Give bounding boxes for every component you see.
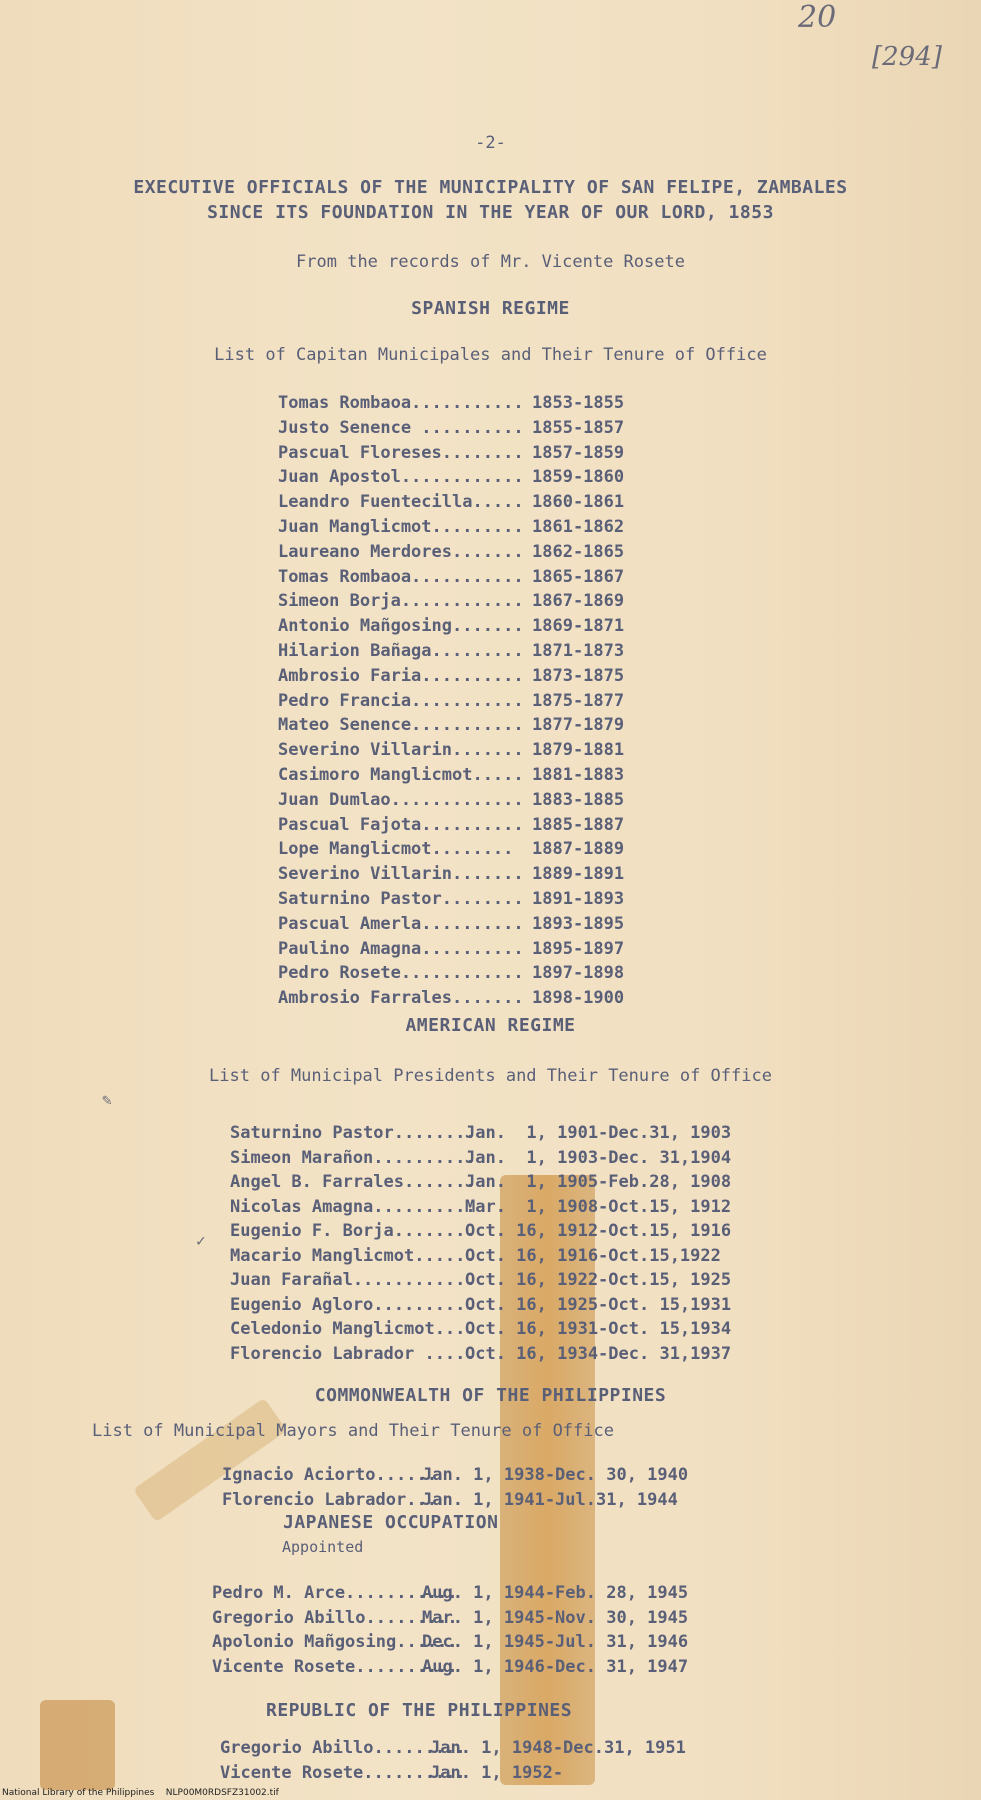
spanish-official-term: 1877-1879: [532, 715, 625, 736]
spanish-official-name: Leandro Fuentecilla.....: [278, 492, 524, 513]
document-title-line1: EXECUTIVE OFFICIALS OF THE MUNICIPALITY OF SAN FELIPE, ZAMBALES: [133, 177, 848, 198]
pencil-mark: ✎: [102, 1090, 112, 1109]
american-official-term: Oct. 16, 1931-Oct. 15,1934: [465, 1319, 732, 1339]
republic-official-name: Gregorio Abillo.........: [220, 1738, 466, 1758]
archive-footer: National Library of the Philippines NLP00M0RDSFZ31002.tif: [2, 1788, 279, 1798]
check-mark: ✓: [196, 1231, 206, 1250]
spanish-official-name: Lope Manglicmot........: [278, 839, 514, 860]
spanish-official-name: Tomas Rombaoa...........: [278, 393, 524, 413]
spanish-official-name: Casimoro Manglicmot.....: [278, 765, 524, 785]
source-note: From the records of Mr. Vicente Rosete: [296, 252, 685, 272]
spanish-official-term: 1898-1900: [532, 988, 625, 1009]
spanish-official-name: Pedro Rosete............: [278, 963, 524, 984]
spanish-official-name: Simeon Borja............: [278, 591, 524, 612]
american-official-name: Eugenio F. Borja........: [230, 1221, 476, 1241]
spanish-official-name: Mateo Senence...........: [278, 715, 524, 736]
republic-heading: REPUBLIC OF THE PHILIPPINES: [266, 1700, 573, 1721]
spanish-official-name: Ambrosio Faria..........: [278, 665, 524, 686]
republic-official-term: Jan. 1, 1948-Dec.31, 1951: [430, 1738, 686, 1758]
american-official-term: Jan. 1, 1901-Dec.31, 1903: [465, 1123, 732, 1143]
spanish-official-name: Pascual Floreses........: [278, 442, 524, 463]
japanese-official-name: Gregorio Abillo.........: [212, 1607, 458, 1628]
japanese-occupation-heading: JAPANESE OCCUPATION: [283, 1512, 499, 1533]
commonwealth-official-name: Ignacio Aciorto......: [222, 1465, 437, 1485]
spanish-official-name: Severino Villarin.......: [278, 740, 524, 761]
document-title-line2: SINCE ITS FOUNDATION IN THE YEAR OF OUR LORD, 1853: [207, 202, 774, 223]
american-official-name: Angel B. Farrales.......: [230, 1172, 476, 1192]
spanish-official-term: 1862-1865: [532, 541, 625, 562]
spanish-official-name: Saturnino Pastor........: [278, 889, 524, 909]
spanish-official-term: 1891-1893: [532, 889, 625, 909]
handwritten-bracket-number: [294]: [872, 42, 942, 72]
japanese-official-term: Aug. 1, 1944-Feb. 28, 1945: [422, 1583, 689, 1603]
american-official-name: Celedonio Manglicmot....: [230, 1319, 476, 1339]
commonwealth-official-term: Jan. 1, 1938-Dec. 30, 1940: [422, 1465, 689, 1485]
spanish-official-name: Justo Senence ..........: [278, 417, 524, 438]
spanish-official-term: 1885-1887: [532, 814, 625, 835]
spanish-official-term: 1889-1891: [532, 864, 625, 885]
american-official-name: Macario Manglicmot......: [230, 1245, 476, 1266]
spanish-official-term: 1865-1867: [532, 566, 625, 587]
spanish-official-term: 1881-1883: [532, 765, 625, 785]
spanish-official-term: 1853-1855: [532, 393, 625, 413]
american-official-term: Mar. 1, 1908-Oct.15, 1912: [465, 1196, 732, 1217]
spanish-official-name: Severino Villarin.......: [278, 864, 524, 885]
spanish-official-term: 1879-1881: [532, 740, 625, 761]
american-official-term: Oct. 16, 1925-Oct. 15,1931: [465, 1294, 732, 1315]
spanish-list-title: List of Capitan Municipales and Their Tenure of Office: [214, 345, 767, 365]
spanish-official-name: Laureano Merdores.......: [278, 541, 524, 562]
japanese-official-term: Aug. 1, 1946-Dec. 31, 1947: [422, 1656, 689, 1677]
american-official-term: Oct. 16, 1934-Dec. 31,1937: [465, 1343, 732, 1364]
japanese-official-name: Pedro M. Arce...........: [212, 1583, 458, 1603]
spanish-official-name: Pascual Amerla..........: [278, 913, 524, 934]
spanish-official-term: 1869-1871: [532, 616, 625, 637]
japanese-official-term: Dec. 1, 1945-Jul. 31, 1946: [422, 1632, 689, 1652]
spanish-official-term: 1893-1895: [532, 913, 625, 934]
american-official-name: Saturnino Pastor........: [230, 1123, 476, 1143]
american-official-name: Nicolas Amagna..........: [230, 1196, 476, 1217]
american-official-term: Oct. 16, 1916-Oct.15,1922: [465, 1245, 721, 1266]
spanish-official-name: Pascual Fajota..........: [278, 814, 524, 835]
handwritten-page-number: 20: [798, 0, 837, 35]
american-official-term: Oct. 16, 1912-Oct.15, 1916: [465, 1221, 732, 1241]
japanese-official-name: Vicente Rosete..........: [212, 1656, 458, 1677]
spanish-official-term: 1855-1857: [532, 417, 625, 438]
spanish-official-name: Antonio Mañgosing.......: [278, 616, 524, 637]
spanish-official-name: Juan Manglicmot.........: [278, 517, 524, 537]
commonwealth-official-term: Jan. 1, 1941-Jul.31, 1944: [422, 1489, 678, 1510]
japanese-official-name: Apolonio Mañgosing......: [212, 1632, 458, 1652]
american-official-name: Florencio Labrador .....: [230, 1343, 476, 1364]
spanish-official-term: 1895-1897: [532, 938, 625, 959]
spanish-official-name: Tomas Rombaoa...........: [278, 566, 524, 587]
spanish-official-term: 1897-1898: [532, 963, 625, 984]
american-official-name: Simeon Marañon..........: [230, 1147, 476, 1168]
commonwealth-heading: COMMONWEALTH OF THE PHILIPPINES: [314, 1385, 667, 1406]
republic-official-term: Jan. 1, 1952-: [430, 1762, 564, 1783]
american-regime-heading: AMERICAN REGIME: [405, 1015, 576, 1036]
american-official-term: Oct. 16, 1922-Oct.15, 1925: [465, 1270, 732, 1290]
spanish-official-name: Hilarion Bañaga.........: [278, 641, 524, 661]
page-number: -2-: [475, 133, 506, 153]
spanish-official-term: 1867-1869: [532, 591, 625, 612]
republic-official-name: Vicente Rosete..........: [220, 1762, 466, 1783]
american-official-term: Jan. 1, 1905-Feb.28, 1908: [465, 1172, 732, 1192]
spanish-official-term: 1857-1859: [532, 442, 625, 463]
commonwealth-list-title: List of Municipal Mayors and Their Tenure of Office: [92, 1421, 614, 1441]
tape-stain-left-bottom: [40, 1700, 115, 1790]
spanish-official-term: 1875-1877: [532, 690, 625, 711]
spanish-official-term: 1887-1889: [532, 839, 625, 860]
spanish-official-term: 1860-1861: [532, 492, 625, 513]
japanese-official-term: Mar. 1, 1945-Nov. 30, 1945: [422, 1607, 689, 1628]
american-list-title: List of Municipal Presidents and Their Tenure of Office: [209, 1066, 772, 1086]
spanish-official-term: 1883-1885: [532, 789, 625, 810]
spanish-official-term: 1859-1860: [532, 467, 625, 488]
spanish-official-name: Paulino Amagna..........: [278, 938, 524, 959]
spanish-regime-heading: SPANISH REGIME: [411, 298, 570, 319]
american-official-term: Jan. 1, 1903-Dec. 31,1904: [465, 1147, 732, 1168]
american-official-name: Juan Farañal............: [230, 1270, 476, 1290]
appointed-note: Appointed: [282, 1538, 364, 1556]
spanish-official-name: Juan Dumlao.............: [278, 789, 524, 810]
spanish-official-name: Juan Apostol............: [278, 467, 524, 488]
spanish-official-term: 1871-1873: [532, 641, 625, 661]
spanish-official-name: Ambrosio Farrales.......: [278, 988, 524, 1009]
commonwealth-official-name: Florencio Labrador...: [222, 1489, 437, 1510]
spanish-official-term: 1861-1862: [532, 517, 625, 537]
spanish-official-term: 1873-1875: [532, 665, 625, 686]
spanish-official-name: Pedro Francia...........: [278, 690, 524, 711]
american-official-name: Eugenio Agloro..........: [230, 1294, 476, 1315]
